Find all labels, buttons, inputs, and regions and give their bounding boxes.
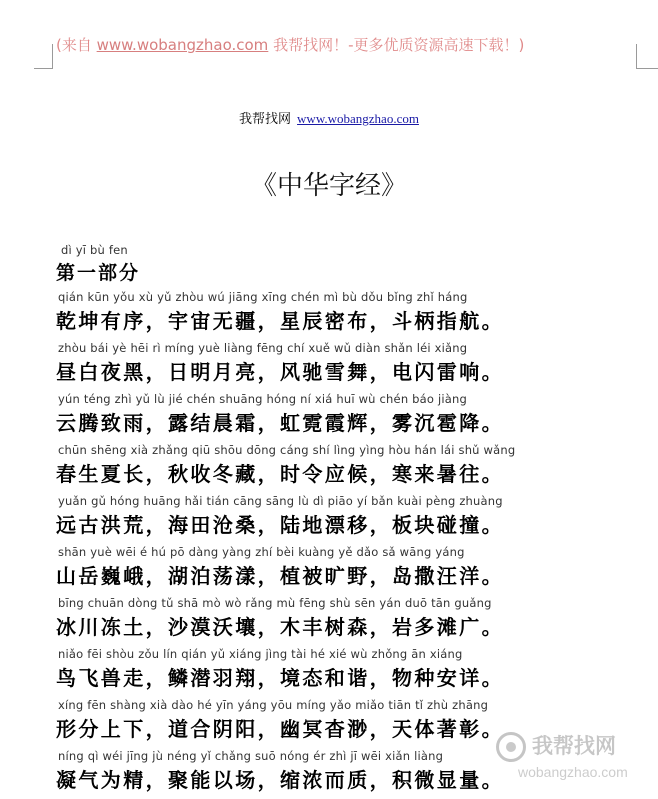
verse-pinyin: bīng chuān dòng tǔ shā mò wò rǎng mù fēng shù sēn yán duō tān guǎng: [58, 596, 492, 610]
verse-text: 形分上下，道合阴阳，幽冥杳渺，天体著彰。: [56, 717, 504, 741]
watermark-url: wobangzhao.com: [518, 764, 628, 780]
verse-block: [56, 289, 646, 340]
watermark-logo-icon: [496, 732, 526, 762]
section-title: 第一部分: [56, 262, 141, 284]
verse-text: 远古洪荒，海田沧桑，陆地漂移，板块碰撞。: [56, 513, 504, 537]
verse-text: 云腾致雨，露结晨霜，虹霓霞辉，雾沉雹降。: [56, 411, 504, 435]
header-url-link[interactable]: www.wobangzhao.com: [297, 111, 419, 126]
banner-prefix: (来自: [56, 36, 97, 54]
verse-text: 山岳巍峨，湖泊荡漾，植被旷野，岛撒汪洋。: [56, 564, 504, 588]
verse-block: [56, 595, 646, 646]
verse-block: [56, 391, 646, 442]
verse-pinyin: chūn shēng xià zhǎng qiū shōu dōng cáng shí lìng yìng hòu hán lái shǔ wǎng: [58, 443, 516, 457]
verse-pinyin: níng qì wéi jīng jù néng yǐ chǎng suō nóng ér zhì jī wēi xiǎn liàng: [58, 749, 444, 763]
verse-text: 鸟飞兽走，鳞潜羽翔，境态和谐，物种安详。: [56, 666, 504, 690]
verse-block: [56, 340, 646, 391]
verse-pinyin: yún téng zhì yǔ lù jié chén shuāng hóng ní xiá huī wù chén báo jiàng: [58, 392, 468, 406]
verse-text: 昼白夜黑，日明月亮，风驰雪舞，电闪雷响。: [56, 360, 504, 384]
banner-url-link[interactable]: www.wobangzhao.com: [96, 36, 269, 54]
watermark-text: 我帮找网: [532, 734, 616, 758]
verse-text: 冰川冻土，沙漠沃壤，木丰树森，岩多滩广。: [56, 615, 504, 639]
verse-pinyin: shān yuè wēi é hú pō dàng yàng zhí bèi kuàng yě dǎo sǎ wāng yáng: [58, 545, 465, 559]
verse-block: [56, 544, 646, 595]
page-header: [0, 108, 658, 127]
verse-pinyin: zhòu bái yè hēi rì míng yuè liàng fēng chí xuě wǔ diàn shǎn léi xiǎng: [58, 341, 468, 355]
source-banner: [56, 34, 656, 55]
verse-pinyin: niǎo fēi shòu zǒu lín qián yǔ xiáng jìng tài hé xié wù zhǒng ān xiáng: [58, 647, 463, 661]
document-body: [56, 242, 646, 799]
banner-suffix: 我帮找网！-更多优质资源高速下载！): [268, 36, 525, 54]
verse-pinyin: yuǎn gǔ hóng huāng hǎi tián cāng sāng lù dì piāo yí bǎn kuài pèng zhuàng: [58, 494, 503, 508]
verse-text: 凝气为精，聚能以场，缩浓而质，积微显量。: [56, 768, 504, 792]
watermark: [496, 730, 652, 794]
section-pinyin: dì yī bù fen: [61, 243, 128, 257]
verse-text: 春生夏长，秋收冬藏，时令应候，寒来暑往。: [56, 462, 504, 486]
verse-pinyin: xíng fēn shàng xià dào hé yīn yáng yōu míng yǎo miǎo tiān tǐ zhù zhāng: [58, 698, 489, 712]
document-title: 《中华字经》: [250, 171, 407, 201]
verse-block: [56, 493, 646, 544]
verse-block: [56, 646, 646, 697]
crop-mark-top-left: [34, 44, 53, 69]
verse-pinyin: qián kūn yǒu xù yǔ zhòu wú jiāng xīng chén mì bù dǒu bǐng zhǐ háng: [58, 290, 468, 304]
header-site-name: 我帮找网: [239, 112, 292, 127]
verse-text: 乾坤有序，宇宙无疆，星辰密布，斗柄指航。: [56, 309, 504, 333]
verse-block: [56, 442, 646, 493]
